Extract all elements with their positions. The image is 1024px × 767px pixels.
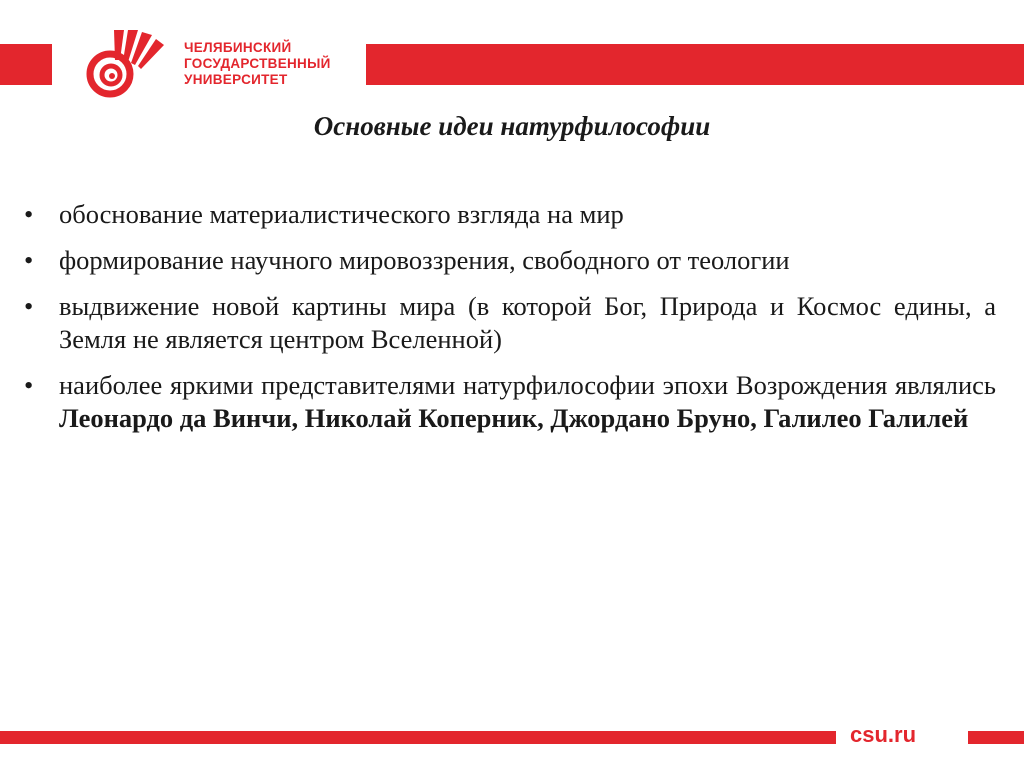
university-name — [184, 40, 331, 88]
bullet-item — [22, 369, 996, 435]
university-name-line: ЧЕЛЯБИНСКИЙ — [184, 40, 292, 55]
slide-title: Основные идеи натурфилософии — [313, 111, 711, 141]
bullet-icon: • — [24, 291, 34, 321]
bullet-icon: • — [24, 245, 34, 275]
bullet-list — [22, 198, 996, 448]
footer-bar-left — [0, 731, 836, 744]
bullet-text: обоснование материалистического взгляда на мир — [59, 199, 624, 229]
bullet-icon: • — [24, 370, 34, 400]
bullet-item — [22, 198, 996, 231]
bullet-item — [22, 290, 996, 356]
bullet-text: наиболее яркими представителями натурфилософии эпохи Возрождения являлись — [59, 370, 996, 400]
bullet-item — [22, 244, 996, 277]
bullet-text-bold: Леонардо да Винчи, Николай Коперник, Джордано Бруно, Галилео Галилей — [59, 403, 969, 433]
university-name-line: УНИВЕРСИТЕТ — [184, 72, 288, 87]
header-bar-left — [0, 44, 52, 85]
bullet-text: выдвижение новой картины мира (в которой Бог, Природа и Космос едины, а Земля не является центром Вселенной) — [59, 291, 996, 354]
footer-bar-right — [968, 731, 1024, 744]
header-bar-right — [366, 44, 1024, 85]
bullet-text: формирование научного мировоззрения, свободного от теологии — [59, 245, 790, 275]
university-name-line: ГОСУДАРСТВЕННЫЙ — [184, 56, 331, 71]
bullet-icon: • — [24, 199, 34, 229]
university-logo-icon — [80, 30, 168, 100]
site-link[interactable]: csu.ru — [850, 722, 917, 747]
